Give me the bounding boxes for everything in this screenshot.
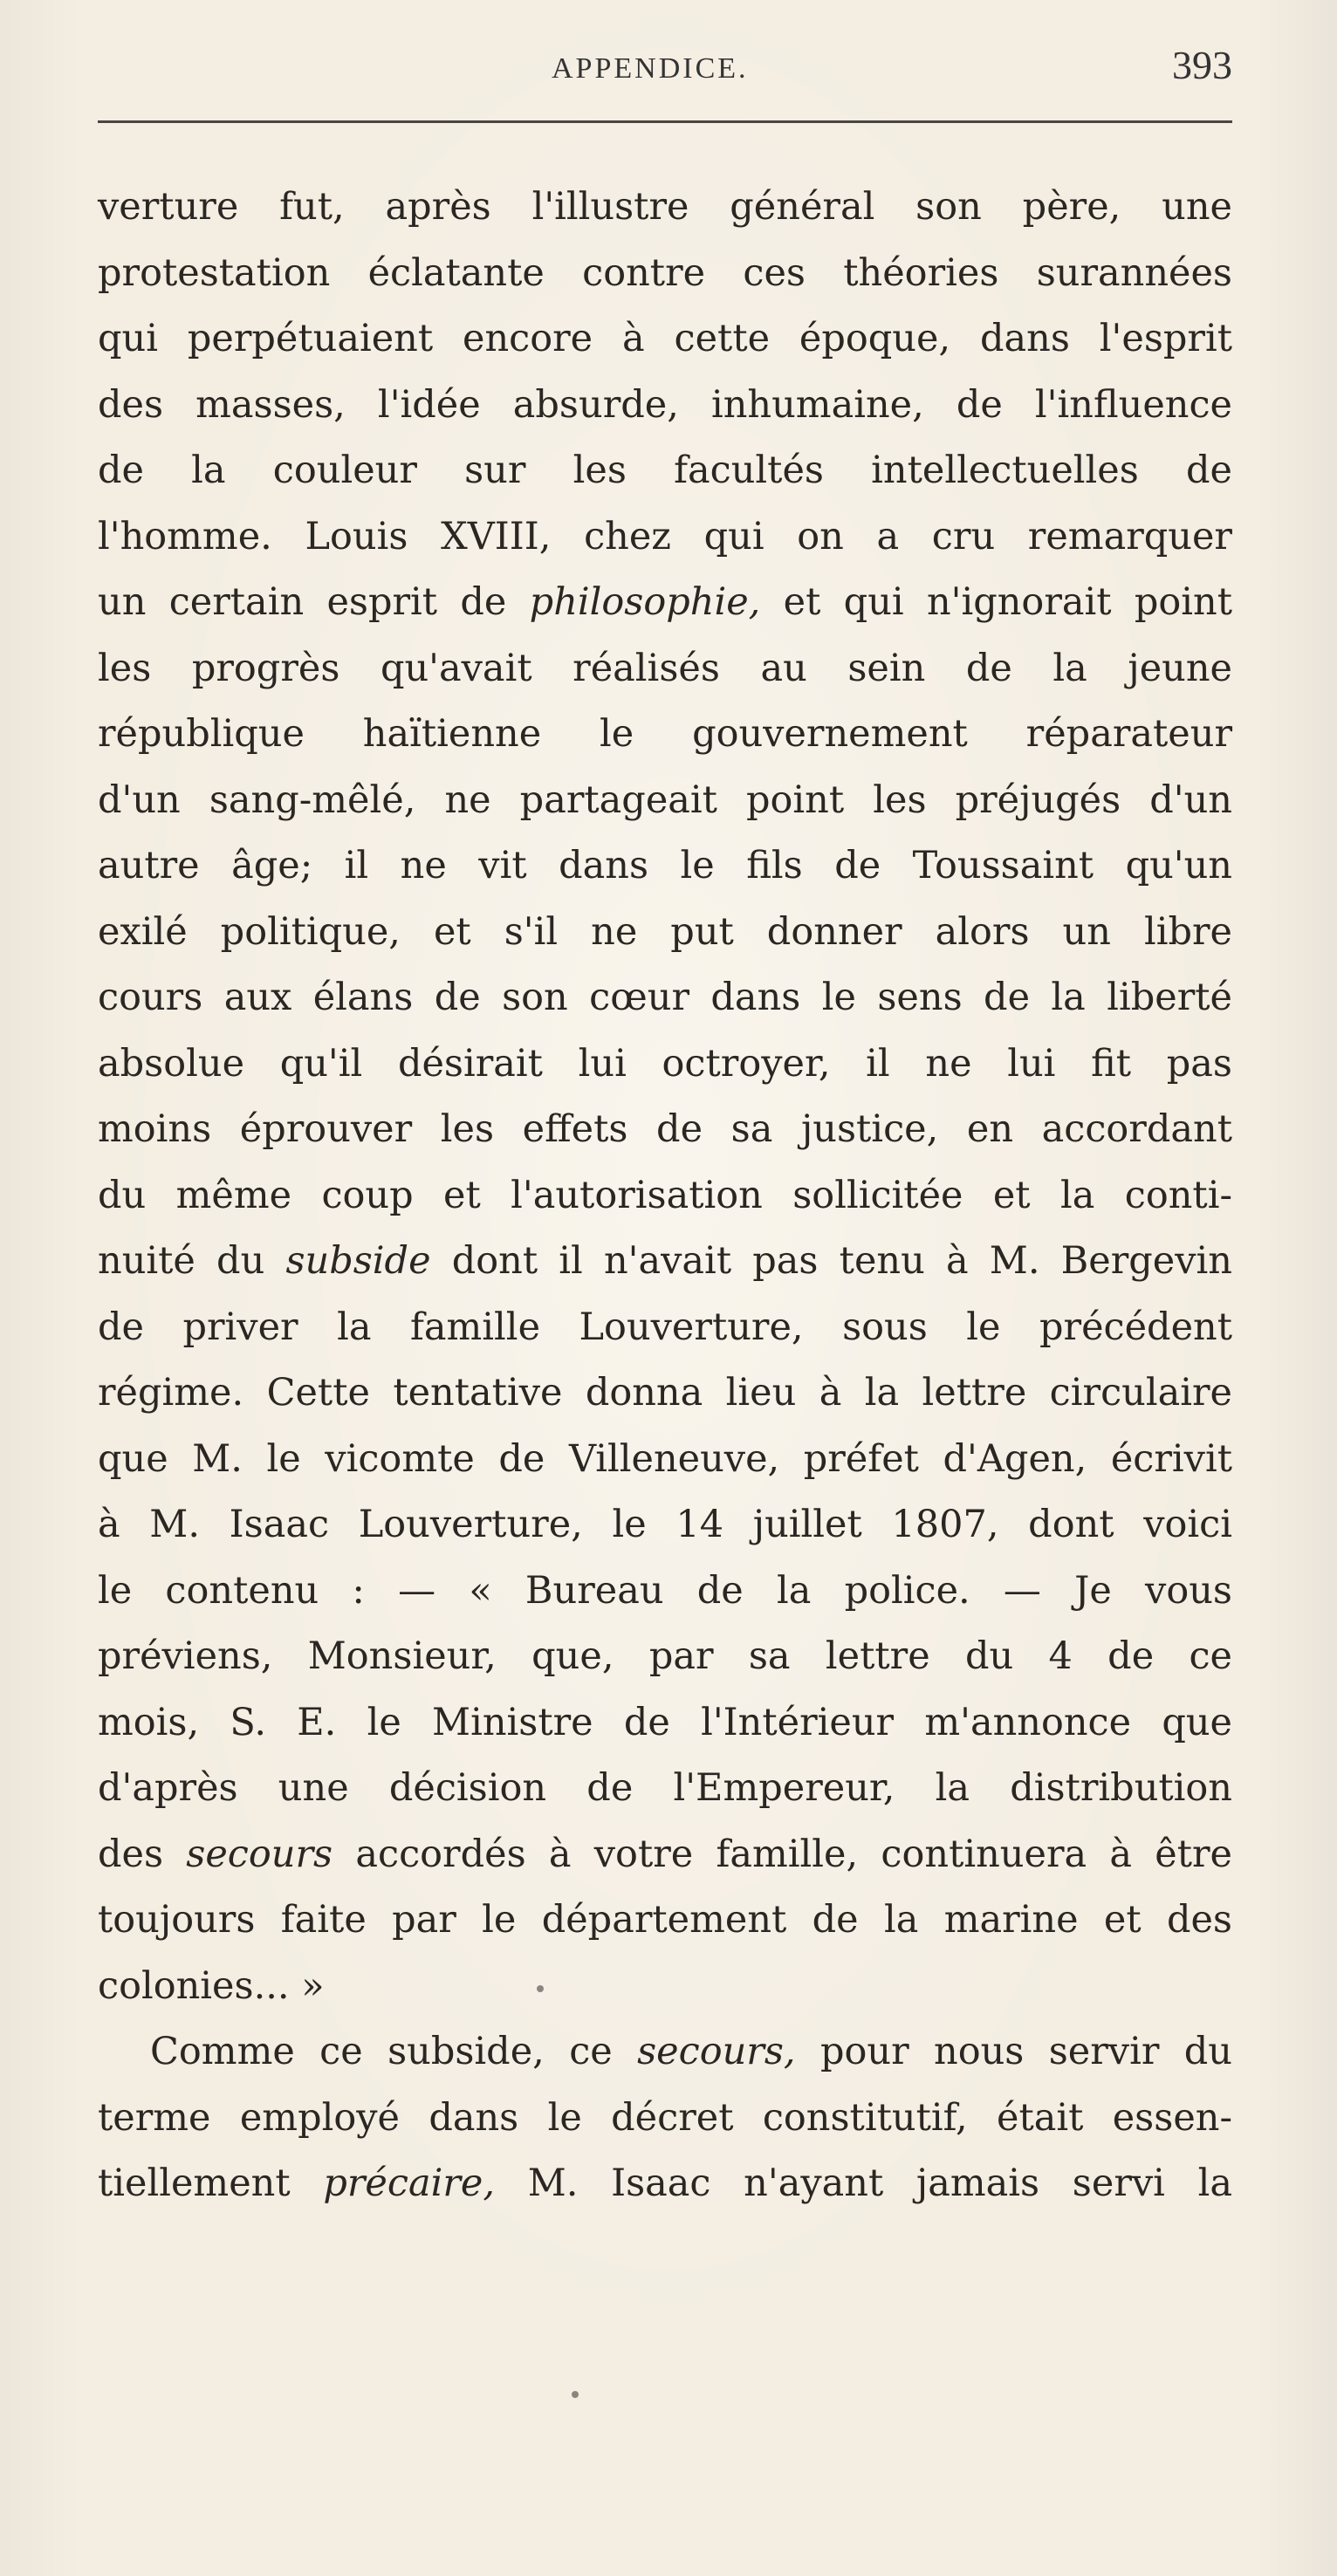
text-line [98,1690,1232,1757]
text-line [98,175,1232,241]
text-run: moins éprouver les effets de sa justice, en accordant [98,1107,1232,1151]
text-line [98,1559,1232,1625]
text-line [98,1097,1232,1163]
text-run: Comme ce subside, ce [150,2030,638,2073]
text-run: qui perpétuaient encore à cette époque, dans l'esprit [98,317,1232,360]
text-line [98,306,1232,373]
page-number: 393 [1172,43,1232,87]
text-run: toujours faite par le département de la marine et des [98,1898,1232,1942]
text-run: à M. Isaac Louverture, le 14 juillet 1807, dont voici [98,1503,1232,1546]
text-line [98,1887,1232,1954]
ink-speck [537,1985,544,1992]
text-line [98,373,1232,439]
text-run: république haïtienne le gouvernement réparateur [98,712,1232,756]
text-run: du même coup et l'autorisation sollicitée et la conti- [98,1173,1232,1217]
text-run: l'homme. Louis XVIII, chez qui on a cru remarquer [98,514,1232,558]
text-run: que M. le vicomte de Villeneuve, préfet d'Agen, écrivit [98,1436,1232,1481]
text-line [98,1756,1232,1822]
text-line [98,1427,1232,1493]
text-run: un certain esprit de [98,580,530,624]
text-run: terme employé dans le décret constitutif, était essen- [98,2095,1232,2140]
text-run: mois, S. E. le Ministre de l'Intérieur m'annonce que [98,1700,1232,1744]
italic-word: secours [186,1832,333,1876]
body-text [98,175,1232,2217]
text-run: d'un sang-mêlé, ne partageait point les préjugés d'un [98,778,1232,822]
text-run: de la couleur sur les facultés intellectuelles de [98,449,1232,492]
text-line [98,504,1232,571]
text-run: dont il n'avait pas tenu à M. Bergevin [430,1239,1232,1283]
text-run: cours aux élans de son cœur dans le sens de la liberté [98,976,1232,1019]
text-line [98,2019,1232,2086]
text-line [98,768,1232,834]
text-run: les progrès qu'avait réalisés au sein de la jeune [98,646,1232,690]
text-run: absolue qu'il désirait lui octroyer, il ne lui fit pas [98,1041,1232,1086]
text-run: M. Isaac n'ayant jamais servi la [495,2162,1233,2205]
text-run: des [98,1832,187,1876]
text-line [98,833,1232,900]
text-run: verture fut, après l'illustre général son père, une [98,185,1232,229]
italic-word: subside [285,1239,431,1283]
text-run: le contenu : — « Bureau de la police. — Je vous [98,1568,1232,1613]
italic-word: philosophie, [529,580,761,624]
text-run: des masses, l'idée absurde, inhumaine, de l'influence [98,382,1232,427]
text-line [98,2151,1232,2217]
text-run: et qui n'ignorait point [760,580,1232,624]
italic-word: secours, [637,2030,796,2073]
text-run: accordés à votre famille, continuera à être [333,1832,1232,1876]
text-line [98,636,1232,702]
ink-speck [572,2391,579,2398]
text-line [98,1163,1232,1230]
text-run: préviens, Monsieur, que, par sa lettre du 4 de ce [98,1634,1232,1678]
italic-word: précaire, [323,2162,495,2205]
text-line [98,2086,1232,2152]
text-line [98,965,1232,1031]
text-run: d'après une décision de l'Empereur, la distribution [98,1766,1232,1810]
text-line [98,1492,1232,1559]
text-run: autre âge; il ne vit dans le fils de Toussaint qu'un [98,844,1232,887]
text-run: pour nous servir du [795,2030,1232,2073]
text-line [98,1031,1232,1098]
header-rule [98,120,1232,123]
text-run: de priver la famille Louverture, sous le précédent [98,1305,1232,1349]
text-line [98,1229,1232,1295]
text-line [98,570,1232,636]
text-run: nuité du [98,1239,286,1283]
text-line [98,1954,1232,2020]
text-line [98,900,1232,966]
text-line [98,702,1232,768]
page-header [98,42,1232,103]
text-line [98,1360,1232,1427]
text-line [98,1822,1232,1888]
text-line [98,1624,1232,1690]
text-run: protestation éclatante contre ces théories surannées [98,250,1232,295]
text-run: régime. Cette tentative donna lieu à la lettre circulaire [98,1371,1232,1415]
text-line [98,438,1232,504]
text-line [98,241,1232,307]
text-run: exilé politique, et s'il ne put donner alors un libre [98,909,1232,954]
text-line [98,1295,1232,1361]
running-title: APPENDICE. [552,52,749,85]
text-run: tiellement [98,2162,324,2205]
text-run: colonies... » [98,1963,325,2008]
